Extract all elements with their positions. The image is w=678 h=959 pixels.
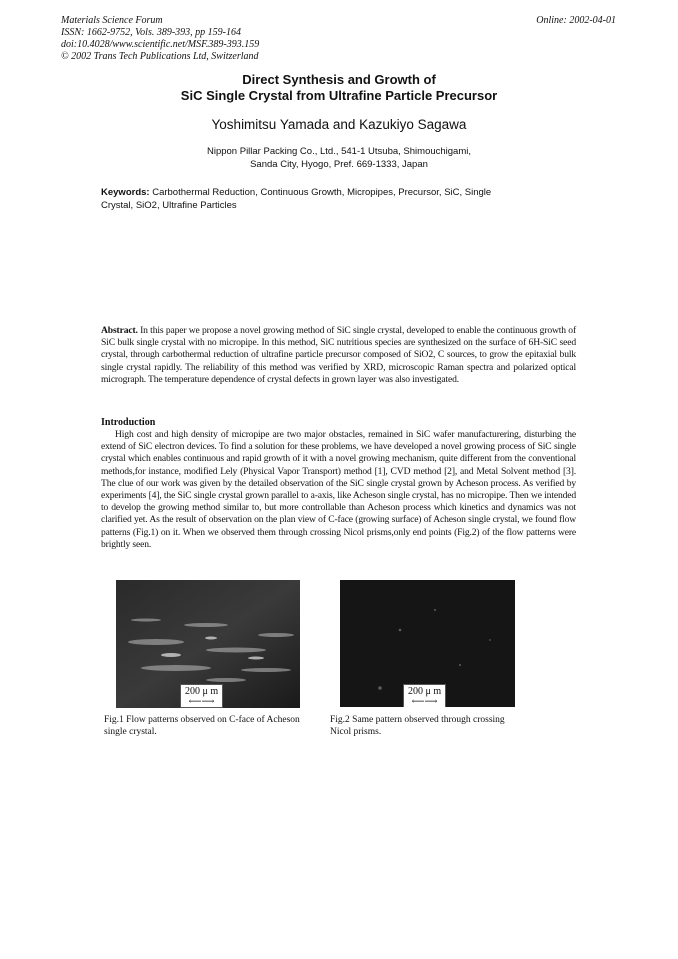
affiliation xyxy=(0,145,678,171)
affiliation-line-1: Nippon Pillar Packing Co., Ltd., 541-1 Utsuba, Shimouchigami, xyxy=(206,146,472,157)
abstract xyxy=(101,325,576,386)
doi-line: doi:10.4028/www.scientific.net/MSF.389-393.159 xyxy=(61,39,260,50)
figure-1-micrograph xyxy=(116,580,300,708)
paper-title xyxy=(0,72,678,104)
introduction-heading: Introduction xyxy=(101,417,156,428)
double-arrow-icon: ⟵⟶ xyxy=(188,696,215,706)
scale-label-fig2: 200 μ m xyxy=(408,686,442,697)
issn-line: ISSN: 1662-9752, Vols. 389-393, pp 159-164 xyxy=(61,27,241,38)
journal-header xyxy=(61,15,259,63)
introduction-text: High cost and high density of micropipe are two major obstacles, remained in SiC wafer manufacturering, disturbing the extend of SiC electron devices. To find a solution for these problems, we have developed a novel growing process of SiC single crystal which enables continuous and rapid growth of it with a novel growing mechanism, quite different from the conventional methods,for instance, modified Lely (Physical Vapor Transport) method [1], CVD method [2], and Metal Solvent method [3]. The clue of our work was given by the detailed observation of the SiC single crystal grown by Acheson process. As verified by experiments [4], the SiC single crystal grown parallel to a-axis, like Acheson single crystal, has no micropipe. Then we intended to develop the growing method similar to, but more controllable than Acheson process which kinetics and dynamics was not clarified yet. As the result of observation on the plan view of C-face (growing surface) of Acheson single crystal, we found flow patterns (Fig.1) on it. When we observed them through crossing Nicol prisms,only end points (Fig.2) of the flow patterns were brightly seen. xyxy=(101,429,576,550)
figure-1-caption: Fig.1 Flow patterns observed on C-face of Acheson single crystal. xyxy=(104,715,300,737)
scale-bar-fig1 xyxy=(180,684,223,708)
affiliation-line-2: Sanda City, Hyogo, Pref. 669-1333, Japan xyxy=(250,159,428,170)
figure-2-micrograph xyxy=(340,580,515,707)
title-line-2: SiC Single Crystal from Ultrafine Particle Precursor xyxy=(180,88,498,103)
scale-bar-fig2 xyxy=(403,684,446,707)
keywords-label: Keywords: xyxy=(101,187,150,198)
abstract-text: In this paper we propose a novel growing method of SiC single crystal, developed to enable the continuous growth of SiC bulk single crystal with no micropipe. In this method, SiC nutritious species are synthesized on the surface of 6H-SiC seed crystal, through carbothermal reduction of ultrafine particle precursor composed of SiO2, C sources, to grow the epitaxial bulk single crystal rapidly. The reliability of this method was verified by XRD, microscopic Raman spectra and polarized optical micrograph. The temperature dependence of crystal defects in grown layer was also investigated. xyxy=(101,325,576,385)
journal-name: Materials Science Forum xyxy=(61,15,163,26)
scale-label-fig1: 200 μ m xyxy=(185,686,219,697)
double-arrow-icon: ⟵⟶ xyxy=(411,696,438,706)
author-list: Yoshimitsu Yamada and Kazukiyo Sagawa xyxy=(211,117,467,132)
keywords xyxy=(101,186,521,212)
keywords-text: Carbothermal Reduction, Continuous Growth, Micropipes, Precursor, SiC, Single Crystal, SiO2, Ultrafine Particles xyxy=(101,187,492,211)
abstract-label: Abstract. xyxy=(101,325,138,336)
title-line-1: Direct Synthesis and Growth of xyxy=(242,72,436,87)
online-date: Online: 2002-04-01 xyxy=(536,15,616,26)
figure-2-caption: Fig.2 Same pattern observed through crossing Nicol prisms. xyxy=(330,715,505,737)
copyright-line: © 2002 Trans Tech Publications Ltd, Switzerland xyxy=(61,51,259,62)
